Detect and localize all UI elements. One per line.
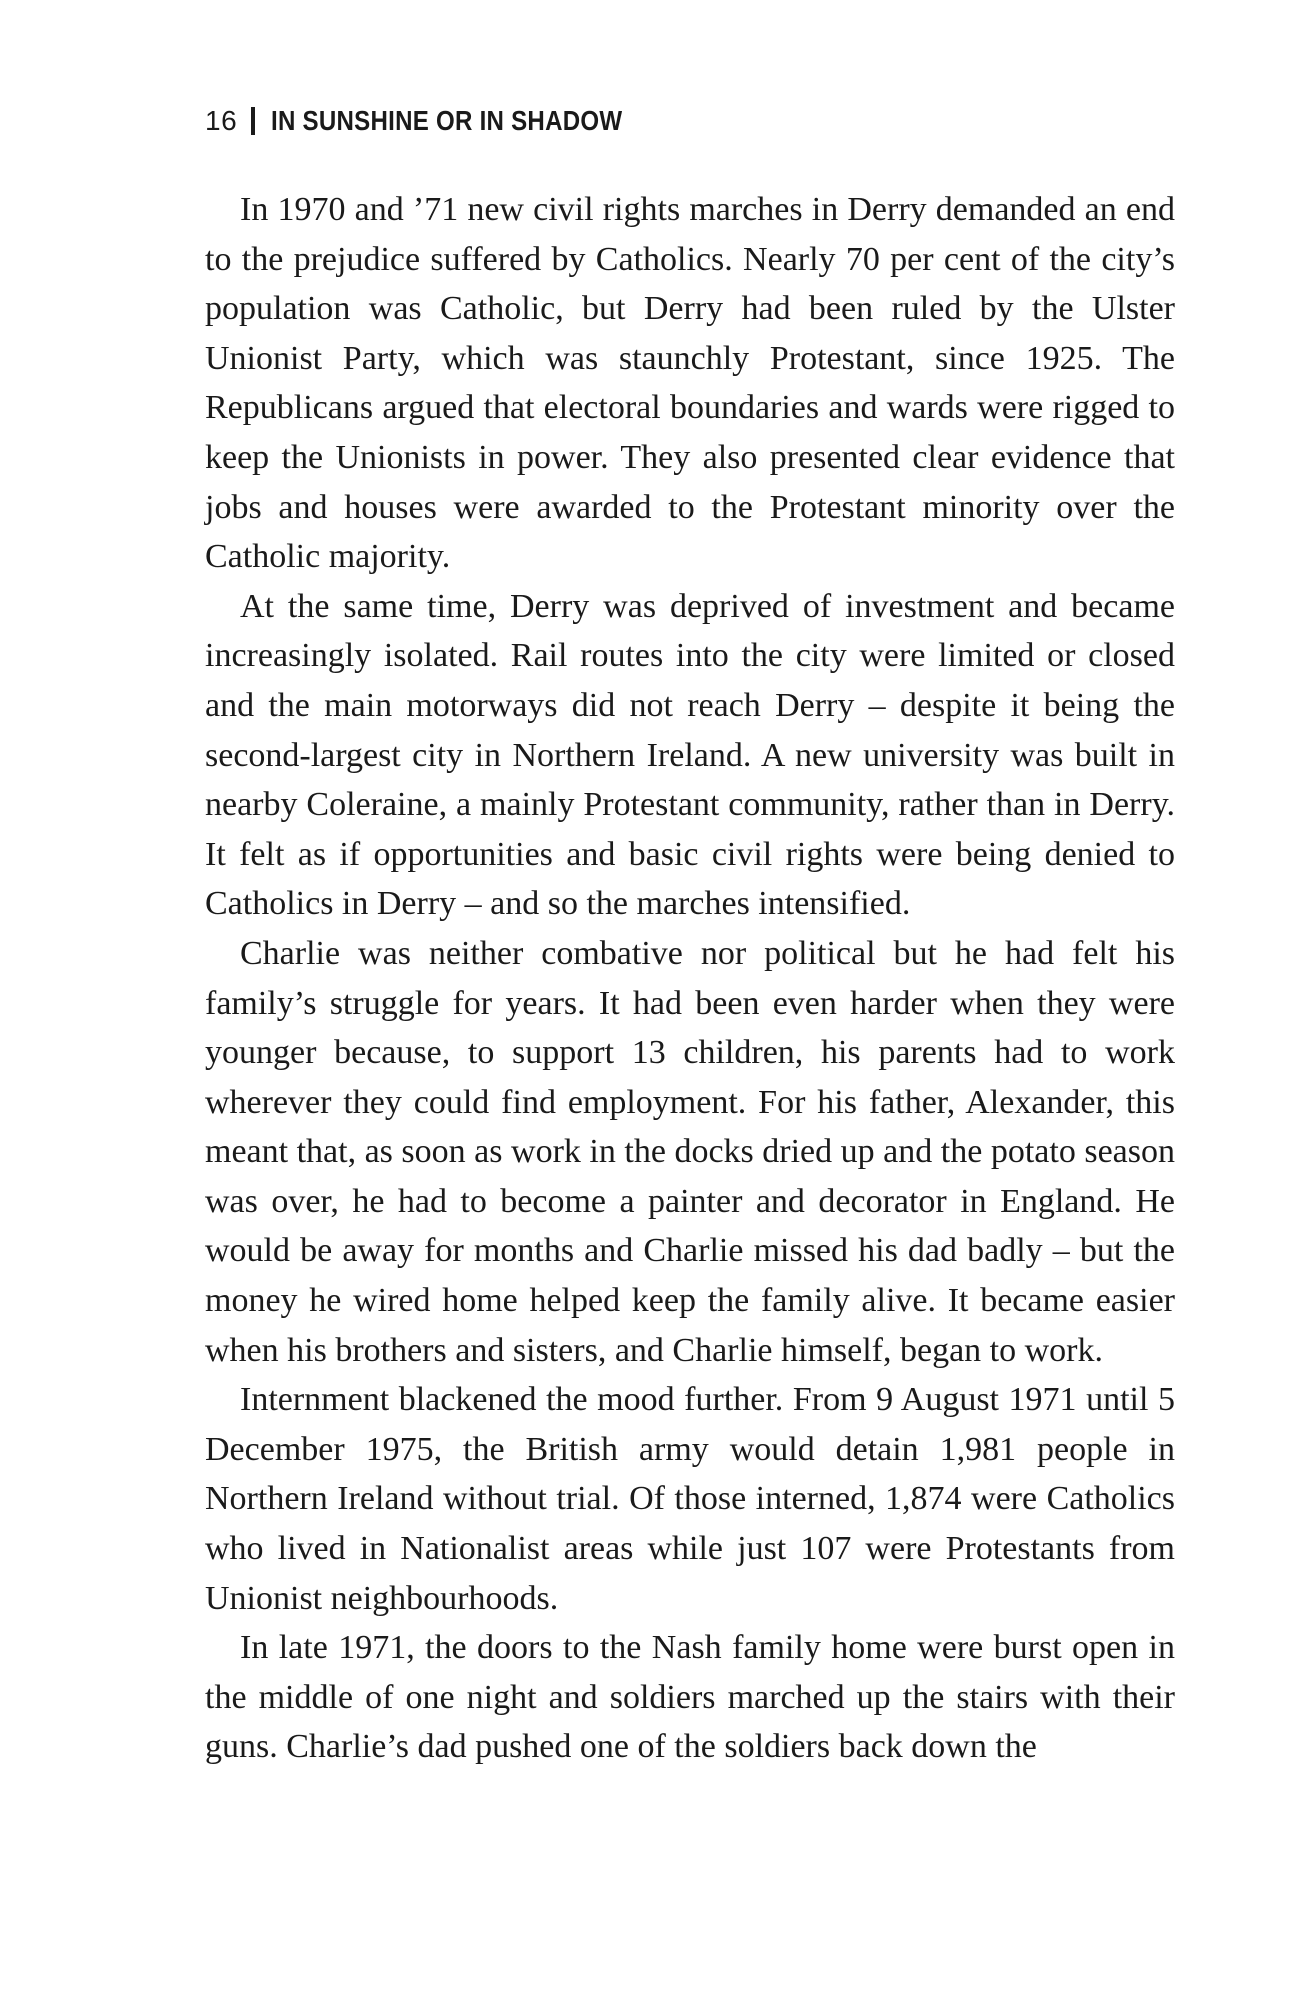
paragraph: At the same time, Derry was deprived of investment and became increasingly isolated. Rail routes into the city were limited or closed and the main motorways did not reach Derry – despite it being the second-largest city in Northern Ireland. A new university was built in nearby Coleraine, a mainly Protestant community, rather than in Derry. It felt as if opportunities and basic civil rights were being denied to Catholics in Derry – and so the marches intensified. — [205, 587, 1175, 923]
paragraph: In late 1971, the doors to the Nash family home were burst open in the middle of one night and soldiers marched up the stairs with their guns. Charlie’s dad pushed one of the soldiers back down the — [205, 1629, 1175, 1766]
header-separator — [251, 107, 255, 135]
paragraph: Internment blackened the mood further. From 9 August 1971 until 5 December 1975, the British army would detain 1,981 people in Northern Ireland without trial. Of those interned, 1,874 were Catholics who lived in Nationalist areas while just 107 were Protestants from Unionist neighbourhoods. — [205, 1381, 1175, 1617]
body-text — [205, 185, 1175, 1772]
page-number: 16 — [205, 105, 238, 136]
running-head — [205, 103, 680, 139]
paragraph: In 1970 and ’71 new civil rights marches in Derry demanded an end to the prejudice suffered by Catholics. Nearly 70 per cent of the city’s population was Catholic, but Derry had been ruled by the Ulster Unionist Party, which was staunchly Protestant, since 1925. The Republicans argued that electoral boundaries and wards were rigged to keep the Unionists in power. They also presented clear evidence that jobs and houses were awarded to the Protestant minority over the Catholic majority. — [205, 191, 1175, 576]
book-title: IN SUNSHINE OR IN SHADOW — [271, 105, 623, 136]
paragraph: Charlie was neither combative nor political but he had felt his family’s struggle for years. It had been even harder when they were younger because, to support 13 children, his parents had to work wherever they could find employment. For his father, Alexander, this meant that, as soon as work in the docks dried up and the potato season was over, he had to become a painter and decorator in England. He would be away for months and Charlie missed his dad badly – but the money he wired home helped keep the family alive. It became easier when his brothers and sisters, and Charlie himself, began to work. — [205, 934, 1175, 1369]
